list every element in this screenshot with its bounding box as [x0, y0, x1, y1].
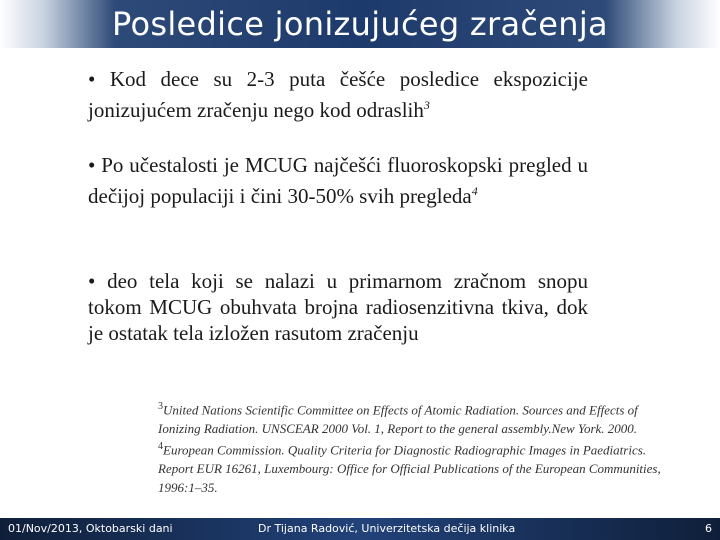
- reference-text: European Commission. Quality Criteria for Diagnostic Radiographic Images in Paediatrics. Report EUR 16261, Luxembourg: Office for Official Publications of the European Communities, 1996:1–35.: [158, 442, 661, 495]
- footer-bar: [0, 518, 720, 540]
- bullet-text: • Kod dece su 2-3 puta češće posledice ekspozicije jonizujućem zračenju nego kod odraslih: [88, 67, 588, 122]
- citation-marker: 4: [471, 184, 478, 198]
- reference-number: 4: [158, 441, 163, 453]
- reference-text: United Nations Scientific Committee on Effects of Atomic Radiation. Sources and Effects of Ionizing Radiation. UNSCEAR 2000 Vol. 1, Report to the general assembly.New York. 2000.: [158, 402, 638, 436]
- bullet-text: • deo tela koji se nalazi u primarnom zračnom snopu tokom MCUG obuhvata brojna radiosenzitivna tkiva, dok je ostatak tela izložen rasutom zračenju: [88, 269, 588, 345]
- reference-number: 3: [158, 401, 163, 412]
- citation-marker: 3: [423, 98, 430, 112]
- page-number: 6: [705, 522, 712, 535]
- bullet-text: • Po učestalosti je MCUG najčešći fluoroskopski pregled u dečijoj populaciji i čini 30-50% svih pregleda: [88, 153, 588, 208]
- bullet-item: [88, 66, 588, 123]
- bullet-item: [88, 152, 588, 209]
- slide-title: Posledice jonizujućeg zračenja: [112, 5, 608, 43]
- footer-author: Dr Tijana Radović, Univerzitetska dečija klinika: [258, 522, 516, 535]
- reference-item: [158, 398, 683, 438]
- reference-item: [158, 438, 683, 497]
- references: [158, 398, 683, 497]
- footer-date: 01/Nov/2013, Oktobarski dani: [8, 522, 173, 535]
- bullet-item: [88, 268, 588, 346]
